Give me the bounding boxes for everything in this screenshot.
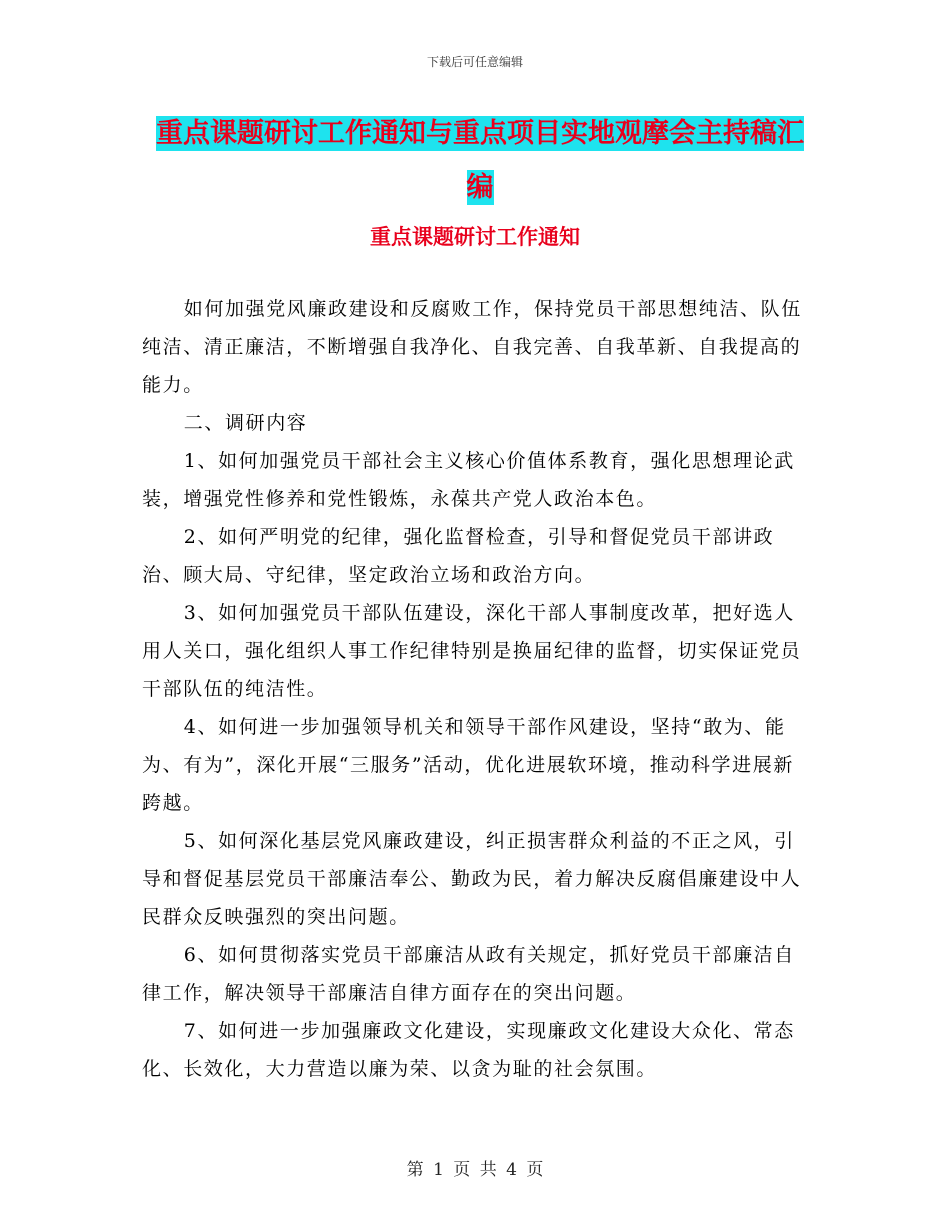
paragraph: 1、如何加强党员干部社会主义核心价值体系教育，强化思想理论武装，增强党性修养和党性锻炼，永葆共产党人政治本色。 bbox=[142, 450, 795, 510]
paragraph: 7、如何进一步加强廉政文化建设，实现廉政文化建设大众化、常态化、长效化，大力营造以廉为荣、以贪为耻的社会氛围。 bbox=[142, 1020, 795, 1080]
header-note: 下载后可任意编辑 bbox=[426, 55, 523, 69]
paragraph: 如何加强党风廉政建设和反腐败工作，保持党员干部思想纯洁、队伍纯洁、清正廉洁，不断增强自我净化、自我完善、自我革新、自我提高的能力。 bbox=[142, 298, 802, 396]
paragraph: 6、如何贯彻落实党员干部廉洁从政有关规定，抓好党员干部廉洁自律工作，解决领导干部廉洁自律方面存在的突出问题。 bbox=[142, 944, 795, 1004]
paragraph: 2、如何严明党的纪律，强化监督检查，引导和督促党员干部讲政治、顾大局、守纪律，坚定政治立场和政治方向。 bbox=[142, 526, 775, 586]
paragraph: 3、如何加强党员干部队伍建设，深化干部人事制度改革，把好选人用人关口，强化组织人事工作纪律特别是换届纪律的监督，切实保证党员干部队伍的纯洁性。 bbox=[142, 602, 802, 700]
section-title: 重点课题研讨工作通知 bbox=[370, 225, 580, 249]
document-title bbox=[150, 107, 810, 215]
paragraph: 4、如何进一步加强领导机关和领导干部作风建设，坚持“敢为、能为、有为”，深化开展“三服务”活动，优化进展软环境，推动科学进展新跨越。 bbox=[142, 716, 794, 814]
body-text bbox=[142, 290, 804, 1088]
paragraph: 5、如何深化基层党风廉政建设，纠正损害群众利益的不正之风，引导和督促基层党员干部廉洁奉公、勤政为民，着力解决反腐倡廉建设中人民群众反映强烈的突出问题。 bbox=[142, 830, 802, 928]
paragraph: 二、调研内容 bbox=[183, 412, 308, 434]
page-footer: 第 1 页 共 4 页 bbox=[406, 1160, 544, 1180]
document-title-text: 重点课题研讨工作通知与重点项目实地观摩会主持稿汇编 bbox=[156, 118, 804, 203]
